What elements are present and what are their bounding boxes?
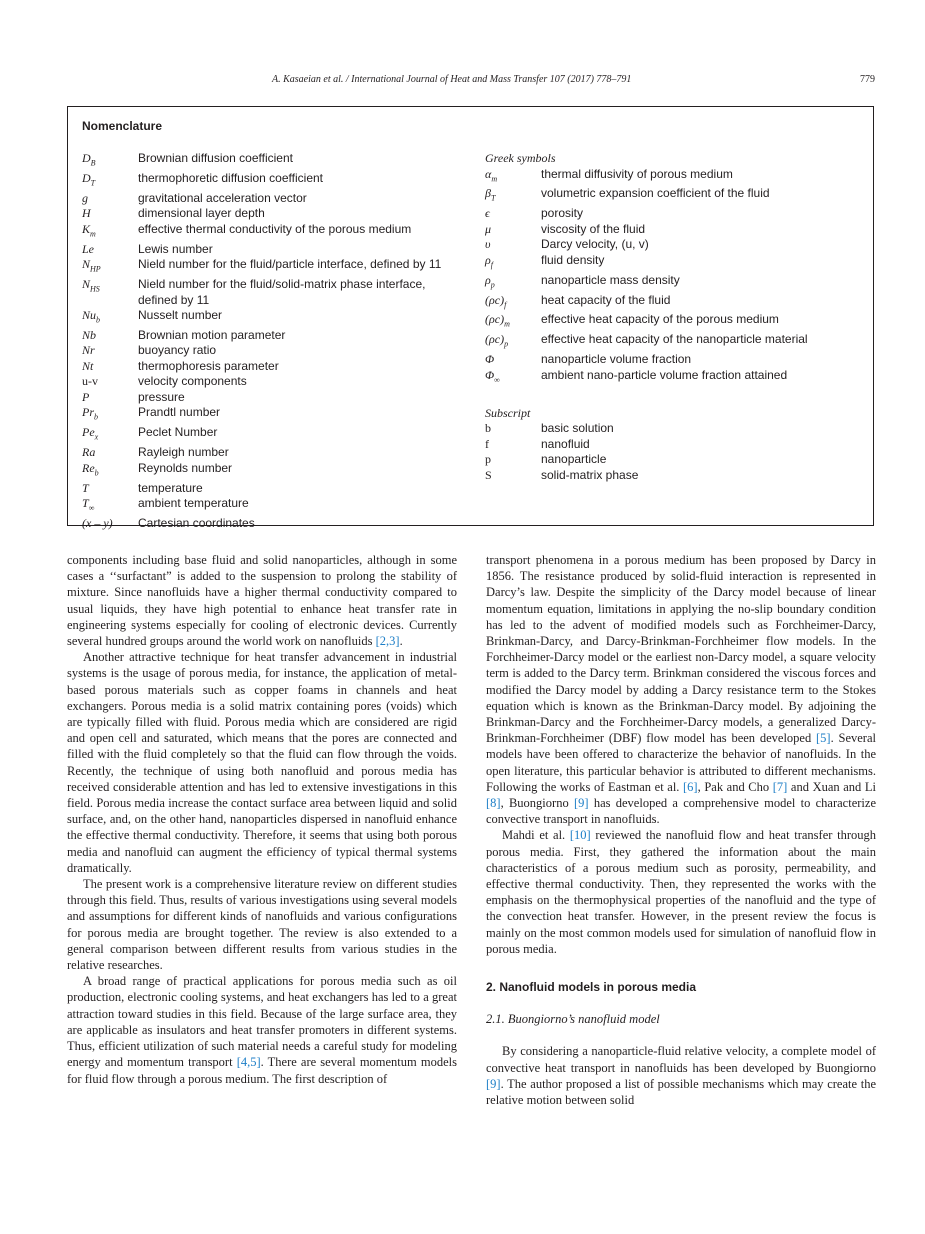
nomenclature-symbol: Le	[82, 241, 94, 256]
nomenclature-symbol: Φ	[485, 352, 495, 367]
nomenclature-entry	[82, 308, 462, 328]
nomenclature-definition: thermophoresis parameter	[138, 358, 279, 373]
running-header	[272, 74, 875, 85]
nomenclature-entry	[82, 425, 462, 445]
nomenclature-definition: Lewis number	[138, 241, 213, 256]
nomenclature-symbol: u-v	[82, 374, 98, 389]
nomenclature-entry	[485, 352, 855, 368]
nomenclature-definition: buoyancy ratio	[138, 343, 217, 358]
nomenclature-symbol: Ra	[82, 445, 96, 460]
nomenclature-entry	[82, 222, 462, 242]
nomenclature-entry	[82, 191, 462, 207]
nomenclature-definition: volumetric expansion coefficient of the fluid	[541, 186, 770, 201]
nomenclature-definition: solid-matrix phase	[541, 467, 639, 482]
nomenclature-entry	[82, 359, 462, 375]
nomenclature-symbol: υ	[485, 237, 491, 252]
nomenclature-symbol: $D_T$	[82, 170, 96, 188]
nomenclature-definition: effective heat capacity of the porous medium	[541, 312, 779, 327]
nomenclature-definition: Nield number for the fluid/solid-matrix phase interface, defined by 11	[138, 277, 426, 307]
nomenclature-symbol: Nr	[82, 343, 95, 358]
nomenclature-definition: ambient temperature	[138, 496, 249, 511]
nomenclature-entry	[485, 273, 855, 293]
nomenclature-definition: Cartesian coordinates	[138, 516, 255, 531]
subsection-title: 2.1. Buongiorno’s nanofluid model	[486, 1012, 660, 1027]
nomenclature-entry	[485, 222, 855, 238]
nomenclature-definition: ambient nano-particle volume fraction attained	[541, 367, 788, 382]
nomenclature-entry	[82, 206, 462, 222]
nomenclature-symbol: g	[82, 190, 88, 205]
nomenclature-definition: nanoparticle	[541, 452, 607, 467]
greek-symbols-list	[485, 167, 855, 388]
nomenclature-entry	[82, 242, 462, 258]
nomenclature-definition: effective heat capacity of the nanoparticle material	[541, 332, 808, 347]
nomenclature-box	[67, 106, 874, 531]
nomenclature-symbol: $\beta_T$	[485, 186, 496, 203]
nomenclature-symbol: $(\rho c)_f$	[485, 292, 507, 309]
nomenclature-definition: dimensional layer depth	[138, 206, 265, 221]
right-text-column	[486, 552, 876, 1108]
nomenclature-entry	[82, 343, 462, 359]
citation-link[interactable]: [2,3]	[375, 634, 400, 649]
nomenclature-definition: thermophoretic diffusion coefficient	[138, 170, 323, 185]
citation-link[interactable]: [9]	[573, 796, 589, 811]
nomenclature-entry	[485, 253, 855, 273]
nomenclature-entry	[485, 468, 855, 484]
nomenclature-definition: viscosity of the fluid	[541, 221, 646, 236]
nomenclature-entry	[485, 421, 855, 437]
nomenclature-entry	[82, 481, 462, 497]
nomenclature-definition: Brownian motion parameter	[138, 327, 286, 342]
nomenclature-definition: Nusselt number	[138, 308, 223, 323]
nomenclature-symbol: $\Phi_\infty$	[485, 367, 500, 385]
citation-link[interactable]: [4,5]	[236, 1055, 261, 1070]
citation-link[interactable]: [6]	[683, 779, 698, 794]
nomenclature-symbol: p	[485, 452, 491, 467]
nomenclature-symbol: T	[82, 480, 89, 495]
nomenclature-entry	[485, 437, 855, 453]
nomenclature-symbol: $Nu_b$	[82, 308, 101, 325]
nomenclature-definition: Reynolds number	[138, 460, 233, 475]
nomenclature-symbol: $\alpha_m$	[485, 166, 498, 183]
nomenclature-title: Nomenclature	[82, 119, 163, 133]
citation-link[interactable]: [5]	[816, 731, 831, 746]
paragraph: components including base fluid and solid nanoparticles, although in some cases a ‘‘surfactant” is added to the suspension to prolong the stability of mixture. Since nanofluids have a higher thermal conductivity compared to usual liquids, they have high potential to enhance heat transfer rate in engineering systems especially for cooling of electronic devices. Currently several hundred groups around the world work on nanofluids [2,3].	[67, 553, 457, 649]
nomenclature-entry	[485, 293, 855, 313]
nomenclature-entry	[82, 151, 462, 171]
nomenclature-entry	[82, 445, 462, 461]
nomenclature-entry	[485, 186, 855, 206]
nomenclature-symbol: H	[82, 206, 91, 221]
nomenclature-definition: thermal diffusivity of porous medium	[541, 166, 733, 181]
nomenclature-symbol: $Re_b$	[82, 460, 99, 478]
nomenclature-symbol: $Pe_x$	[82, 425, 99, 442]
nomenclature-definition: basic solution	[541, 421, 614, 436]
nomenclature-entry	[82, 390, 462, 406]
section-title: 2. Nanofluid models in porous media	[486, 980, 697, 995]
citation-link[interactable]: [7]	[772, 779, 788, 794]
nomenclature-definition: nanoparticle mass density	[541, 272, 680, 287]
nomenclature-entry	[82, 171, 462, 191]
nomenclature-symbol: P	[82, 389, 90, 404]
nomenclature-entry	[82, 461, 462, 481]
paragraph: transport phenomena in a porous medium has been proposed by Darcy in 1856. The resistance produced by solid-fluid interaction is represented in Darcy’s law. Despite the simplicity of the Darcy model because of linear momentum equation, limitations in applying the no-slip boundary condition has led to the advent of modified models such as Forchheimer-Darcy, Brinkman-Darcy, and Darcy-Brinkman-Forchheimer flow models. In the Forchheimer-Darcy model or the earliest non-Darcy model, a square velocity term is added to the Darcy term. Brinkman considered the viscous forces and modified the Darcy model by adding a Darcy resistance term to the Stokes equation which is known as the Brinkman-Darcy model. By adjoining the Brinkman-Darcy and the Forchheimer-Darcy models, a generalized Darcy-Brinkman-Forchheimer (DBF) flow model has been developed [5]. Several models have been offered to characterize the behavior of nanofluids. In the open literature, this particular behavior is attributed to different mechanisms. Following the works of Eastman et al. [6], Pak and Cho [7] and Xuan and Li [8], Buongiorno [9] has developed a comprehensive model to characterize convective transport in nanofluids.	[486, 553, 876, 827]
nomenclature-symbol: $(\rho c)_p$	[485, 332, 509, 349]
nomenclature-entry	[485, 452, 855, 468]
nomenclature-entry	[485, 167, 855, 187]
nomenclature-definition: pressure	[138, 389, 185, 404]
nomenclature-symbol: $D_B$	[82, 151, 96, 168]
nomenclature-entry	[485, 332, 855, 352]
nomenclature-symbol: Nb	[82, 327, 97, 342]
paragraph: By considering a nanoparticle-fluid relative velocity, a complete model of convective heat transport in nanofluids has been developed by Buongiorno [9]. The author proposed a list of possible mechanisms which may create the relative motion between solid	[486, 1044, 876, 1108]
nomenclature-symbol: $(\rho c)_m$	[485, 312, 510, 329]
nomenclature-right-column	[485, 151, 855, 483]
nomenclature-symbol: $T_\infty$	[82, 496, 95, 513]
nomenclature-symbol: f	[485, 436, 489, 451]
citation-link[interactable]: [10]	[569, 828, 591, 843]
nomenclature-symbol: $K_m$	[82, 221, 96, 239]
nomenclature-symbol: $N_{HP}$	[82, 257, 101, 274]
nomenclature-definition: effective thermal conductivity of the porous medium	[138, 221, 412, 236]
nomenclature-entry	[485, 368, 855, 388]
nomenclature-definition: gravitational acceleration vector	[138, 190, 307, 205]
nomenclature-definition: porosity	[541, 206, 584, 221]
nomenclature-entry	[82, 405, 462, 425]
nomenclature-symbol: μ	[485, 221, 492, 236]
page-number: 779	[860, 74, 875, 85]
nomenclature-symbol: S	[485, 467, 492, 482]
nomenclature-definition: velocity components	[138, 374, 247, 389]
nomenclature-definition: heat capacity of the fluid	[541, 292, 671, 307]
nomenclature-entry	[485, 312, 855, 332]
nomenclature-symbol: $\rho_f$	[485, 252, 493, 270]
nomenclature-entry	[485, 237, 855, 253]
nomenclature-symbol: ϵ	[485, 206, 490, 221]
nomenclature-left-column	[82, 151, 462, 532]
nomenclature-definition: Darcy velocity, (u, v)	[541, 237, 649, 252]
paragraph: Mahdi et al. [10] reviewed the nanofluid flow and heat transfer through porous media. First, they gathered the information about the main characteristics of a porous medium such as porosity, permeability, and effective thermal conductivity. Then, they represented the works with the emphasis on the thermophysical properties of the nanofluid and the type of the convection heat transfer. However, in the present review the focus is mainly on the most common models used for simulation of nanofluid flow in porous media.	[486, 828, 876, 956]
subscript-heading: Subscript	[485, 405, 531, 420]
nomenclature-definition: Prandtl number	[138, 405, 221, 420]
citation-link[interactable]: [9]	[486, 1076, 501, 1091]
nomenclature-entry	[82, 374, 462, 390]
nomenclature-entry	[82, 496, 462, 516]
nomenclature-definition: Rayleigh number	[138, 445, 229, 460]
subscript-list	[485, 421, 855, 483]
nomenclature-definition: fluid density	[541, 252, 605, 267]
nomenclature-symbol: (x – y)	[82, 516, 113, 531]
nomenclature-entry	[82, 516, 462, 532]
nomenclature-definition: nanofluid	[541, 436, 590, 451]
paragraph: The present work is a comprehensive literature review on different studies through this field. Thus, results of various investigations using several models and assumptions for different kinds of nanofluids and various configurations for porous media are brought together. The review is also extended to a general comparison between different results from various studies in the relative researches.	[67, 877, 458, 973]
nomenclature-entry	[82, 328, 462, 344]
nomenclature-definition: Brownian diffusion coefficient	[138, 151, 293, 165]
nomenclature-entry	[485, 206, 855, 222]
nomenclature-definition: Nield number for the fluid/particle interface, defined by 11	[138, 257, 442, 272]
nomenclature-definition: Peclet Number	[138, 425, 218, 440]
nomenclature-symbol: $N_{HS}$	[82, 277, 100, 294]
nomenclature-symbol: $\rho_p$	[485, 272, 495, 290]
nomenclature-symbol: Nt	[82, 358, 94, 373]
paragraph: A broad range of practical applications for porous media such as oil production, electronic cooling systems, and heat exchangers has led to a great attraction toward studies in this field. Because of the large surface area, they are applicable as insulators and heat transfer promoters in different systems. Thus, efficient utilization of such material needs a careful study for modeling energy and momentum transport [4,5]. There are several momentum models for fluid flow through a porous medium. The first description of	[67, 974, 457, 1086]
paragraph: Another attractive technique for heat transfer advancement in industrial systems is the usage of porous media, for instance, the application of metal-based porous materials such as copper foams in channels and heat exchangers. Porous media is a solid matrix containing pores (voids) which are typically filled with fluid. Porous media which are considered are rigid and open cell and saturated, which means that the pores are connected and filled with the fluid completely so that the fluid can flow through the voids. Recently, the technique of using both nanofluid and porous media has received considerable attention and has led to extensive investigations in this field. Porous media increase the contact surface area between liquid and solid surface, and, on the other hand, nanoparticles dispersed in nanofluid enhance the effective thermal conductivity. Therefore, it seems that using both porous media and nanofluid can augment the efficiency of typical thermal systems dramatically.	[67, 650, 457, 875]
nomenclature-entry	[82, 257, 462, 277]
citation-link[interactable]: [8]	[486, 796, 501, 811]
nomenclature-entry	[82, 277, 462, 308]
nomenclature-definition: nanoparticle volume fraction	[541, 352, 692, 367]
running-title: A. Kasaeian et al. / International Journal of Heat and Mass Transfer 107 (2017) 778–791	[272, 74, 632, 85]
nomenclature-symbol: $Pr_b$	[82, 405, 98, 422]
left-text-column	[67, 552, 457, 1087]
nomenclature-definition: temperature	[138, 480, 203, 495]
greek-symbols-heading: Greek symbols	[485, 151, 556, 165]
nomenclature-symbol: b	[485, 421, 491, 436]
